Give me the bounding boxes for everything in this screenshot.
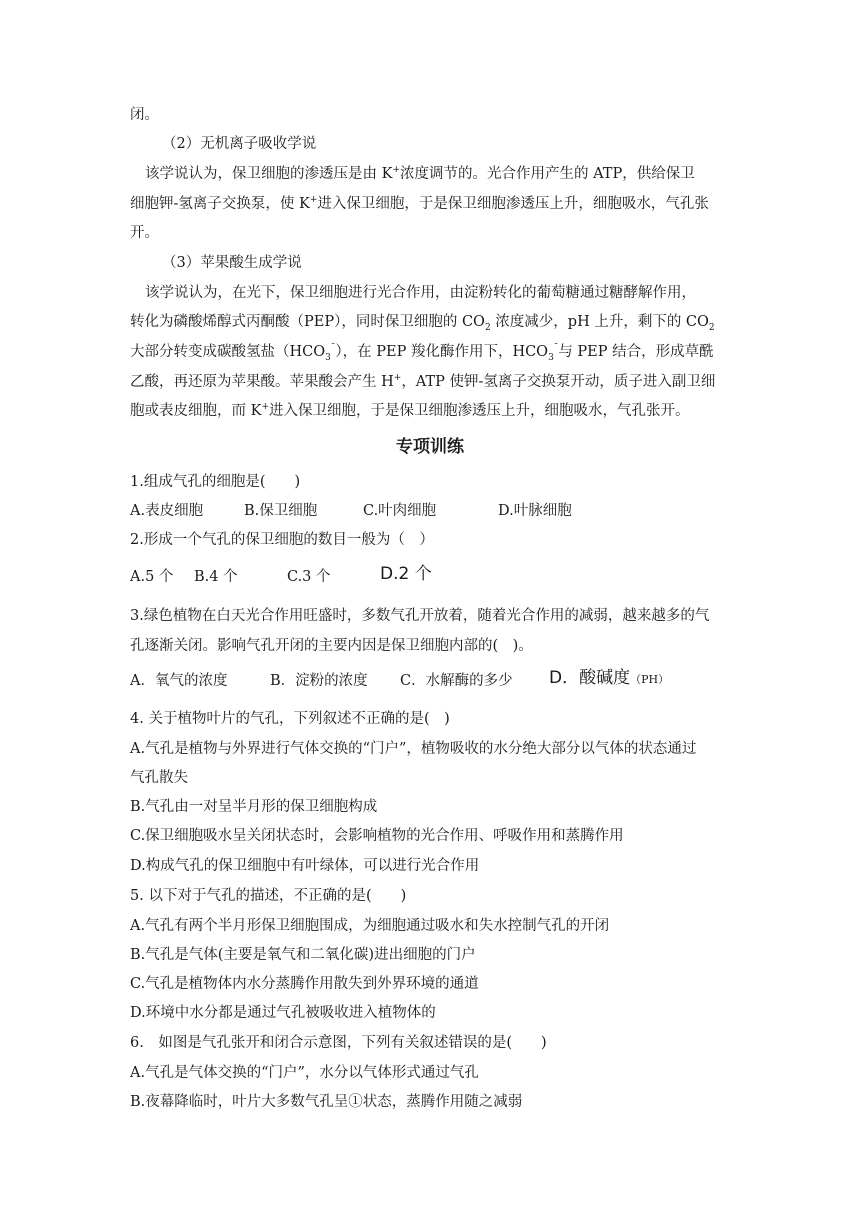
q1-option-b: B.保卫细胞 <box>244 503 318 519</box>
q2-option-a: A.5 个 <box>130 569 174 585</box>
q3-option-a: A．氧气的浓度 <box>130 673 228 689</box>
malate-theory-line-3: 大部分转变成碳酸氢盐$(HCO_3^¯)$，在 PEP 羧化酶作用下，$HCO_3^¯$与 PEP 结合，形成草酰 <box>130 343 714 363</box>
q2-option-d: D.2 个 <box>380 564 432 584</box>
q6-option-a: A.气孔是气体交换的“门户”，水分以气体形式通过气孔 <box>130 1065 479 1081</box>
intro-line-0: 闭。 <box>130 107 159 123</box>
q1-option-a: A.表皮细胞 <box>130 503 204 519</box>
q1-option-d: D.叶脉细胞 <box>498 503 572 519</box>
q5-option-a: A.气孔有两个半月形保卫细胞围成，为细胞通过吸水和失水控制气孔的开闭 <box>130 918 610 934</box>
q3-option-c: C．水解酶的多少 <box>400 673 513 689</box>
q1-option-c: C.叶肉细胞 <box>363 503 437 519</box>
q6-stem: 6. 如图是气孔张开和闭合示意图，下列有关叙述错误的是( ) <box>130 1035 547 1051</box>
malate-theory-line-4: 乙酸，再还原为苹果酸。苹果酸会产生 H+，ATP 使钾-氢离子交换泵开动，质子进入副卫细 <box>130 373 716 390</box>
heading-ion-theory: （2）无机离子吸收学说 <box>162 136 317 152</box>
q5-stem: 5. 以下对于气孔的描述，不正确的是( ) <box>130 888 407 904</box>
q1-stem: 1.组成气孔的细胞是( ) <box>130 474 301 490</box>
q4-option-c: C.保卫细胞吸水呈关闭状态时，会影响植物的光合作用、呼吸作用和蒸腾作用 <box>130 828 624 844</box>
q4-stem: 4. 关于植物叶片的气孔，下列叙述不正确的是( ) <box>130 711 450 727</box>
malate-theory-line-2: 转化为磷酸烯醇式丙酮酸（PEP），同时保卫细胞的 $CO_2$ 浓度减少，pH 上升，剩下的 $CO_2$ <box>130 314 715 333</box>
q3-option-d: D．酸碱度（PH） <box>549 668 670 688</box>
q3-stem-line-2: 孔逐渐关闭。影响气孔开闭的主要内因是保卫细胞内部的( )。 <box>130 638 533 654</box>
q2-stem: 2.形成一个气孔的保卫细胞的数目一般为（ ） <box>130 532 434 548</box>
section-title: 专项训练 <box>396 437 464 457</box>
q4-option-b: B.气孔由一对呈半月形的保卫细胞构成 <box>130 799 378 815</box>
q5-option-d: D.环境中水分都是通过气孔被吸收进入植物体的 <box>130 1005 436 1021</box>
q4-option-d: D.构成气孔的保卫细胞中有叶绿体，可以进行光合作用 <box>130 858 480 874</box>
q5-option-b: B.气孔是气体(主要是氧气和二氧化碳)进出细胞的门户 <box>130 947 476 963</box>
ion-theory-line-1: 该学说认为，保卫细胞的渗透压是由 K+浓度调节的。光合作用产生的 ATP，供给保卫 <box>145 165 695 182</box>
ion-theory-line-2: 细胞钾-氢离子交换泵，使 K+进入保卫细胞，于是保卫细胞渗透压上升，细胞吸水，气孔张 <box>130 195 709 212</box>
q4-option-a-line-2: 气孔散失 <box>130 770 188 786</box>
q6-option-b: B.夜幕降临时，叶片大多数气孔呈①状态，蒸腾作用随之减弱 <box>130 1094 523 1110</box>
malate-theory-line-5: 胞或表皮细胞，而 K+进入保卫细胞，于是保卫细胞渗透压上升，细胞吸水，气孔张开。 <box>130 402 690 419</box>
q3-option-b: B．淀粉的浓度 <box>270 673 368 689</box>
malate-theory-line-1: 该学说认为，在光下，保卫细胞进行光合作用，由淀粉转化的葡萄糖通过糖酵解作用， <box>145 285 696 301</box>
ion-theory-line-3: 开。 <box>130 225 159 241</box>
q2-option-b: B.4 个 <box>194 569 238 585</box>
q3-stem-line-1: 3.绿色植物在白天光合作用旺盛时，多数气孔开放着，随着光合作用的减弱，越来越多的气 <box>130 608 710 624</box>
q2-option-c: C.3 个 <box>287 569 331 585</box>
heading-malate-theory: （3）苹果酸生成学说 <box>162 255 302 271</box>
q5-option-c: C.气孔是植物体内水分蒸腾作用散失到外界环境的通道 <box>130 976 479 992</box>
q4-option-a-line-1: A.气孔是植物与外界进行气体交换的“门户”，植物吸收的水分绝大部分以气体的状态通过 <box>130 741 697 757</box>
